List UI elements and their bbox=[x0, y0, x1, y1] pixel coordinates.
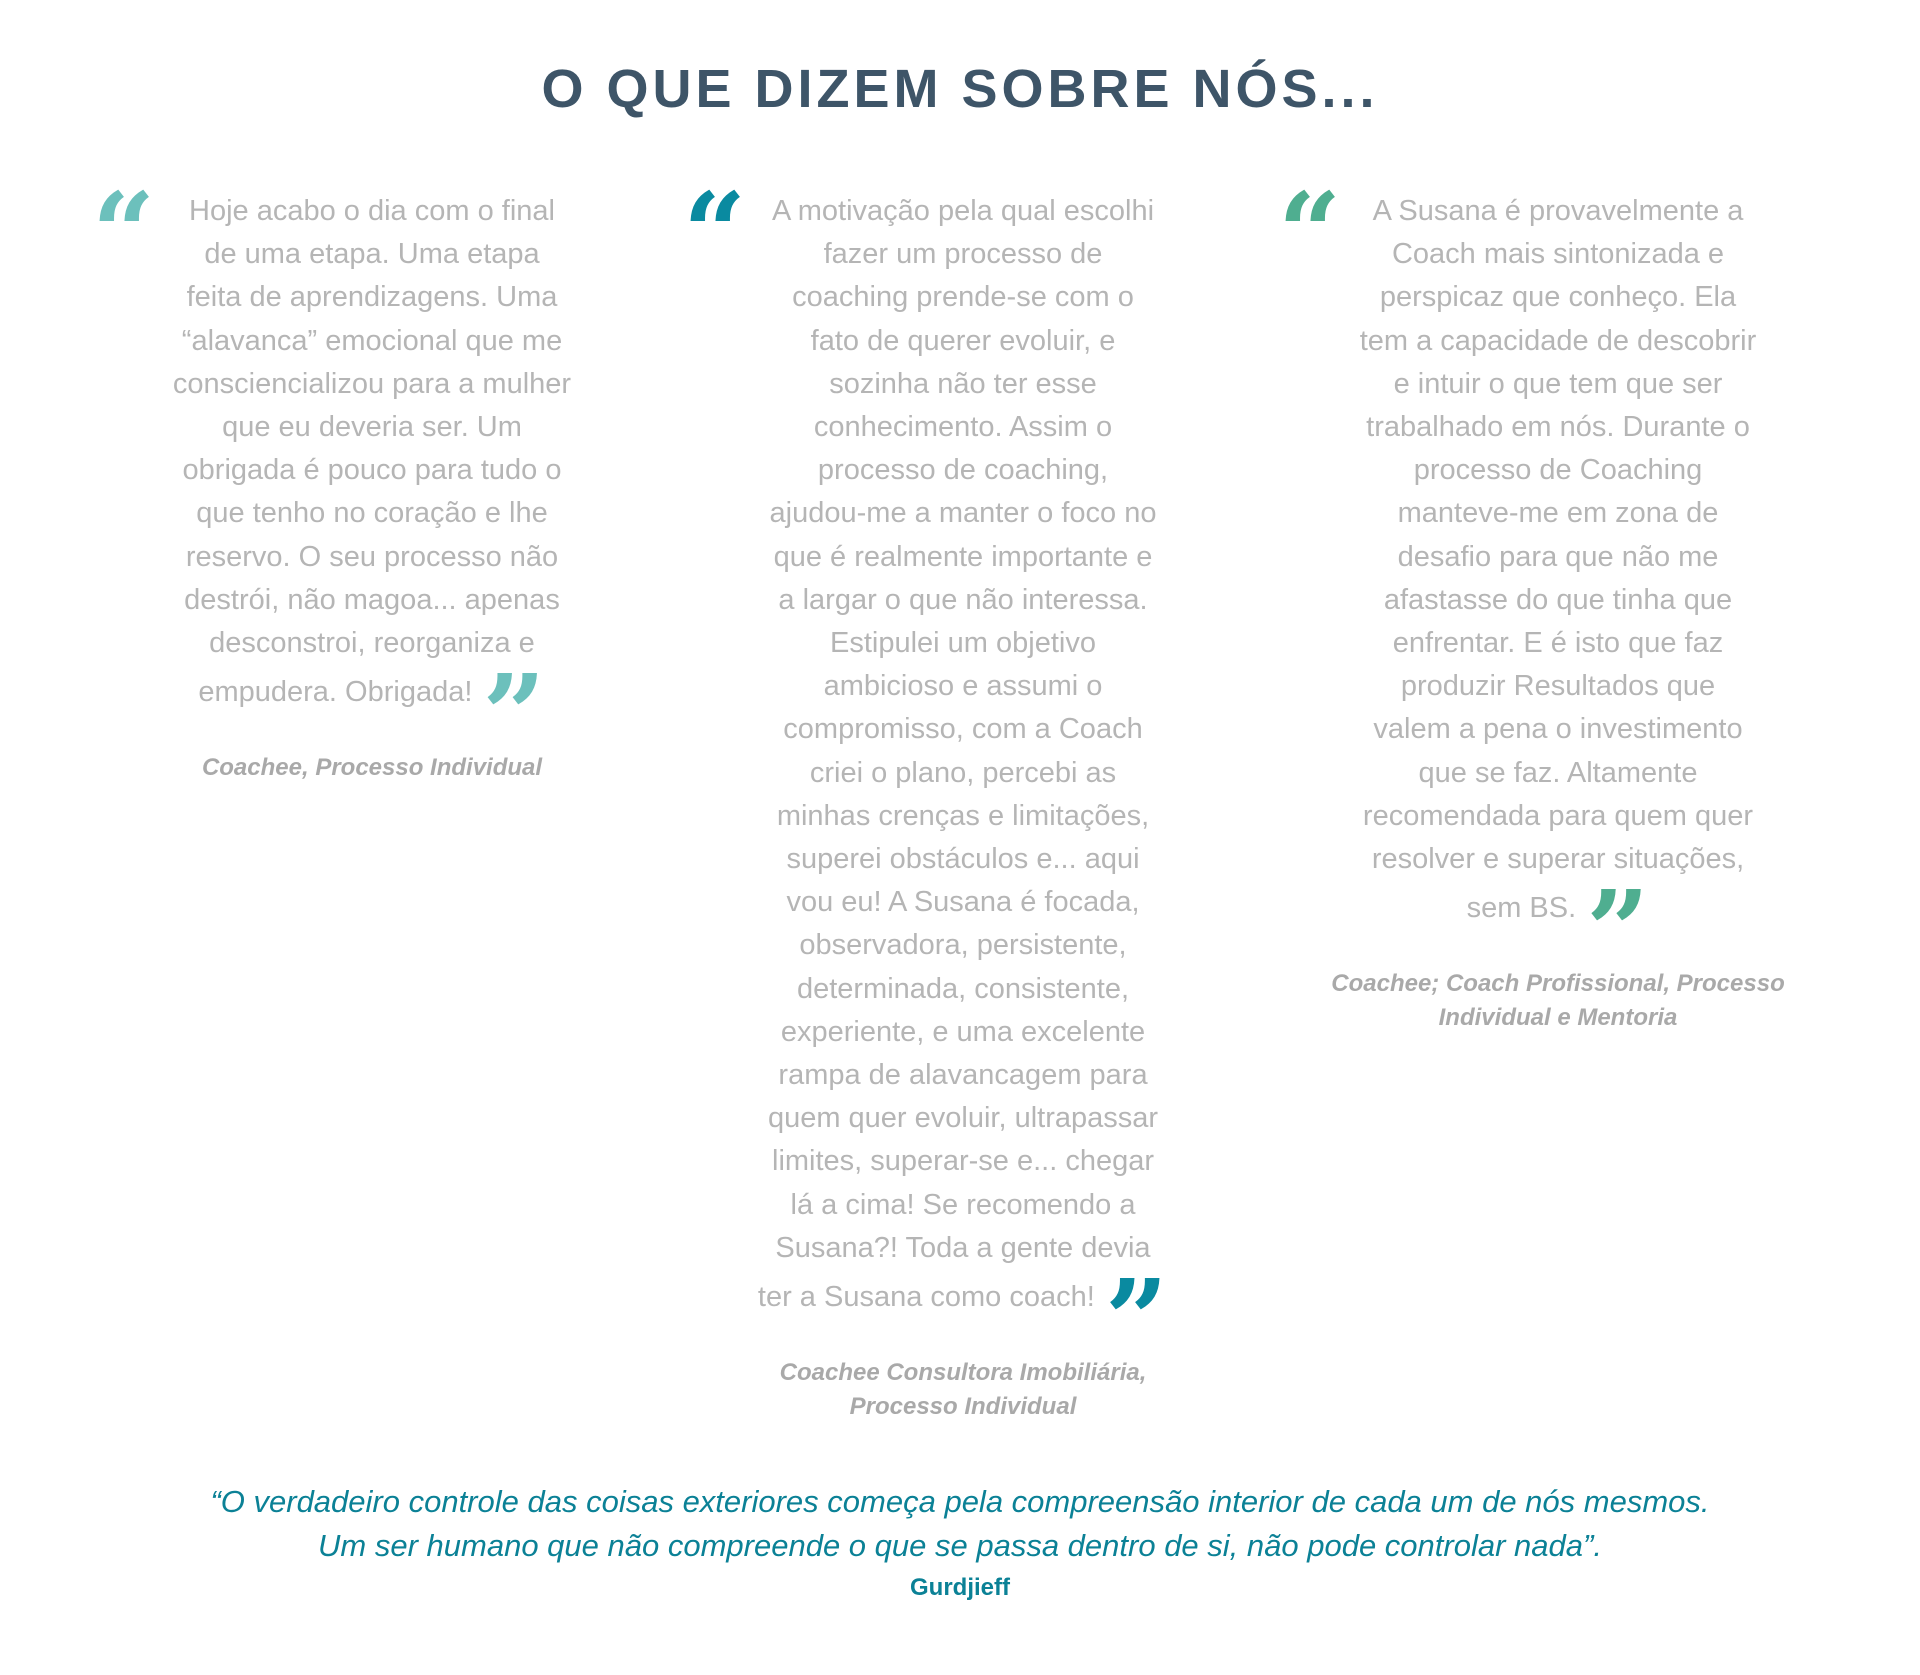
testimonial-line: que é realmente importante e bbox=[773, 540, 1153, 573]
testimonial-line: Estipulei um objetivo bbox=[830, 627, 1096, 660]
testimonial-author bbox=[112, 751, 632, 785]
testimonial-line: lá a cima! Se recomendo a bbox=[790, 1188, 1136, 1221]
testimonial-3 bbox=[1278, 168, 1818, 1035]
testimonial-line: processo de coaching, bbox=[817, 454, 1109, 487]
testimonial-line: Susana?! Toda a gente devia bbox=[775, 1231, 1151, 1264]
testimonial-1 bbox=[92, 168, 632, 785]
testimonial-line: ambicioso e assumi o bbox=[823, 670, 1103, 703]
open-quote-icon: “ bbox=[1278, 168, 1342, 297]
testimonial-line: manteve-me em zona de bbox=[1397, 497, 1719, 530]
footer-quote bbox=[0, 1480, 1920, 1602]
page-title: O QUE DIZEM SOBRE NÓS... bbox=[541, 59, 1379, 119]
testimonial-line: que se faz. Altamente bbox=[1418, 756, 1698, 789]
testimonial-line: e intuir o que tem que ser bbox=[1393, 367, 1723, 400]
testimonial-line: resolver e superar situações, bbox=[1371, 843, 1745, 876]
open-quote-icon: “ bbox=[683, 168, 747, 297]
close-quote-icon: ” bbox=[1104, 1255, 1169, 1385]
open-quote-icon: “ bbox=[92, 168, 156, 297]
testimonial-line: limites, superar-se e... chegar bbox=[772, 1145, 1154, 1178]
testimonial-line: conhecimento. Assim o bbox=[813, 411, 1113, 444]
testimonial-line: minhas crenças e limitações, bbox=[776, 799, 1150, 832]
testimonial-line: Hoje acabo o dia com o final bbox=[189, 195, 555, 227]
testimonial-line: determinada, consistente, bbox=[796, 972, 1130, 1005]
testimonial-line: feita de aprendizagens. Uma bbox=[186, 281, 558, 314]
testimonial-line: que eu deveria ser. Um bbox=[222, 411, 522, 444]
testimonial-line: produzir Resultados que bbox=[1400, 670, 1716, 703]
testimonial-2 bbox=[683, 168, 1223, 1424]
testimonial-line: desafio para que não me bbox=[1397, 540, 1719, 573]
testimonial-line: afastasse do que tinha que bbox=[1383, 583, 1733, 616]
testimonial-line: ter a Susana como coach! bbox=[757, 1281, 1095, 1314]
footer-quote-line: Um ser humano que não compreende o que se passa dentro de si, não pode controlar nada”. bbox=[318, 1528, 1602, 1563]
testimonial-line: compromisso, com a Coach bbox=[783, 713, 1143, 746]
testimonial-line: criei o plano, percebi as bbox=[809, 756, 1117, 789]
testimonial-line: vou eu! A Susana é focada, bbox=[786, 886, 1140, 919]
author-line: Coachee, Processo Individual bbox=[201, 754, 543, 782]
author-line: Processo Individual bbox=[849, 1393, 1077, 1421]
testimonial-line: fato de querer evoluir, e bbox=[810, 324, 1116, 357]
testimonial-line: a largar o que não interessa. bbox=[778, 583, 1148, 616]
testimonial-line: fazer um processo de bbox=[823, 238, 1103, 271]
author-line: Individual e Mentoria bbox=[1438, 1004, 1678, 1032]
testimonial-line: consciencializou para a mulher bbox=[172, 367, 572, 400]
testimonial-line: desconstroi, reorganiza e bbox=[209, 627, 535, 660]
testimonial-line: sem BS. bbox=[1466, 892, 1577, 925]
testimonial-line: A Susana é provavelmente a bbox=[1372, 195, 1744, 227]
testimonial-line: “alavanca” emocional que me bbox=[181, 324, 563, 357]
testimonial-line: rampa de alavancagem para bbox=[778, 1059, 1148, 1092]
testimonial-line: reservo. O seu processo não bbox=[185, 540, 559, 573]
testimonial-line: empudera. Obrigada! bbox=[198, 676, 473, 709]
close-quote-icon: ” bbox=[482, 650, 546, 780]
testimonial-author bbox=[1298, 967, 1818, 1035]
author-line: Coachee; Coach Profissional, Processo bbox=[1331, 970, 1785, 998]
testimonial-line: recomendada para quem quer bbox=[1362, 799, 1754, 832]
footer-quote-line: “O verdadeiro controle das coisas exteriores começa pela compreensão interior de cada um de nós mesmos. bbox=[210, 1484, 1710, 1519]
testimonial-line: enfrentar. E é isto que faz bbox=[1392, 627, 1724, 660]
testimonial-line: processo de Coaching bbox=[1413, 454, 1703, 487]
testimonial-line: coaching prende-se com o bbox=[792, 281, 1134, 314]
author-line: Coachee Consultora Imobiliária, bbox=[779, 1359, 1147, 1387]
testimonial-line: ajudou-me a manter o foco no bbox=[769, 497, 1157, 530]
testimonial-line: obrigada é pouco para tudo o bbox=[182, 454, 562, 487]
close-quote-icon: ” bbox=[1586, 866, 1650, 996]
testimonial-line: destrói, não magoa... apenas bbox=[184, 583, 560, 616]
testimonial-line: Coach mais sintonizada e bbox=[1391, 238, 1725, 271]
footer-quote-author: Gurdjieff bbox=[910, 1574, 1010, 1601]
testimonial-line: perspicaz que conheço. Ela bbox=[1379, 281, 1737, 314]
testimonial-line: observadora, persistente, bbox=[799, 929, 1127, 962]
testimonial-line: sozinha não ter esse bbox=[829, 367, 1097, 400]
testimonial-line: trabalhado em nós. Durante o bbox=[1366, 411, 1750, 444]
testimonial-line: tem a capacidade de descobrir bbox=[1359, 324, 1757, 357]
testimonial-line: experiente, e uma excelente bbox=[780, 1015, 1146, 1048]
testimonial-line: quem quer evoluir, ultrapassar bbox=[767, 1102, 1159, 1135]
testimonial-line: de uma etapa. Uma etapa bbox=[204, 238, 540, 271]
testimonial-line: A motivação pela qual escolhi bbox=[771, 195, 1155, 227]
testimonial-line: que tenho no coração e lhe bbox=[196, 497, 548, 530]
testimonial-line: valem a pena o investimento bbox=[1373, 713, 1743, 746]
testimonial-line: superei obstáculos e... aqui bbox=[786, 843, 1140, 876]
